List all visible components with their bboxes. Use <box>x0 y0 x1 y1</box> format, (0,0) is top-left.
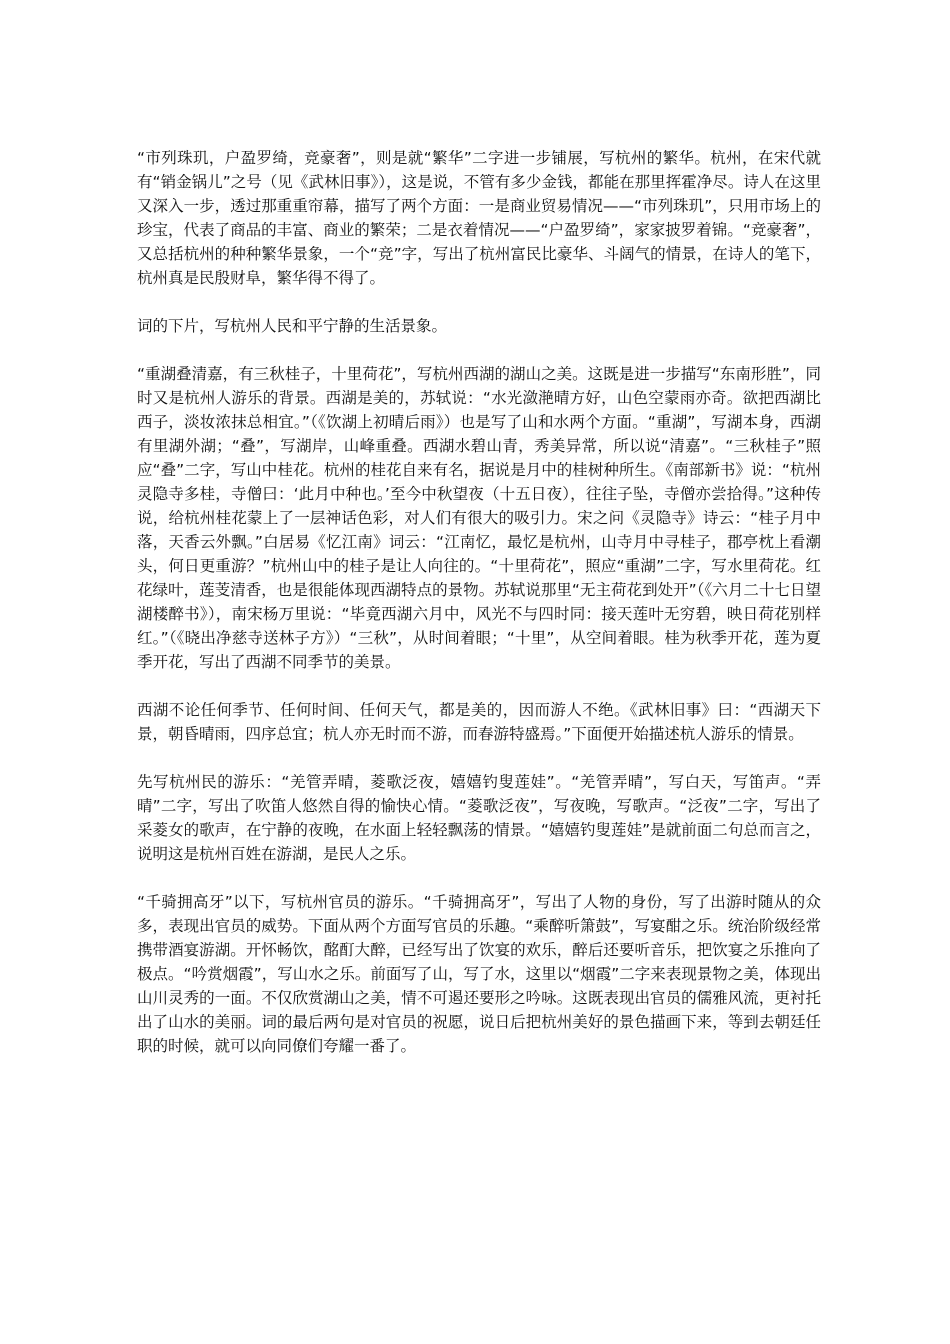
paragraph-3: “重湖叠清嘉，有三秋桂子，十里荷花”，写杭州西湖的湖山之美。这既是进一步描写“东南形胜”，同时又是杭州人游乐的背景。西湖是美的，苏轼说：“水光潋滟晴方好，山色空蒙雨亦奇。欲把西湖比西子，淡妆浓抹总相宜。”（《饮湖上初晴后雨》）也是写了山和水两个方面。“重湖”，写湖本身，西湖有里湖外湖；“叠”，写湖岸，山峰重叠。西湖水碧山青，秀美异常，所以说“清嘉”。“三秋桂子”照应“叠”二字，写山中桂花。杭州的桂花自来有名，据说是月中的桂树种所生。《南部新书》说：“杭州灵隐寺多桂，寺僧曰：‘此月中种也。’至今中秋望夜（十五日夜），往往子坠，寺僧亦尝拾得。”这种传说，给杭州桂花蒙上了一层神话色彩，对人们有很大的吸引力。宋之问《灵隐寺》诗云：“桂子月中落，天香云外飘。”白居易《忆江南》词云：“江南忆，最忆是杭州，山寺月中寻桂子，郡亭枕上看潮头，何日更重游？”杭州山中的桂子是让人向往的。“十里荷花”，照应“重湖”二字，写水里荷花。红花绿叶，莲芰清香，也是很能体现西湖特点的景物。苏轼说那里“无主荷花到处开”（《六月二十七日望湖楼醉书》），南宋杨万里说：“毕竟西湖六月中，风光不与四时同：接天莲叶无穷碧，映日荷花别样红。”（《晓出净慈寺送林子方》）“三秋”，从时间着眼；“十里”，从空间着眼。桂为秋季开花，莲为夏季开花，写出了西湖不同季节的美景。 <box>137 365 821 671</box>
document-body <box>137 146 821 1082</box>
paragraph-6: “千骑拥高牙”以下，写杭州官员的游乐。“千骑拥高牙”，写出了人物的身份，写了出游时随从的众多，表现出官员的威势。下面从两个方面写官员的乐趣。“乘醉听箫鼓”，写宴酣之乐。统治阶级经常携带酒宴游湖。开怀畅饮，酩酊大醉，已经写出了饮宴的欢乐，醉后还要听音乐，把饮宴之乐推向了极点。“吟赏烟霞”，写山水之乐。前面写了山，写了水，这里以“烟霞”二字来表现景物之美，体现出山川灵秀的一面。不仅欣赏湖山之美，情不可遏还要形之吟咏。这既表现出官员的儒雅风流，更衬托出了山水的美丽。词的最后两句是对官员的祝愿，说日后把杭州美好的景色描画下来，等到去朝廷任职的时候，就可以向同僚们夸耀一番了。 <box>137 893 821 1055</box>
paragraph-5: 先写杭州民的游乐：“羌管弄晴，菱歌泛夜，嬉嬉钓叟莲娃”。“羌管弄晴”，写白天，写笛声。“弄晴”二字，写出了吹笛人悠然自得的愉快心情。“菱歌泛夜”，写夜晚，写歌声。“泛夜”二字，写出了采菱女的歌声，在宁静的夜晚，在水面上轻轻飘荡的情景。“嬉嬉钓叟莲娃”是就前面二句总而言之，说明这是杭州百姓在游湖，是民人之乐。 <box>137 773 821 863</box>
paragraph-2: 词的下片，写杭州人民和平宁静的生活景象。 <box>137 317 448 335</box>
paragraph-4: 西湖不论任何季节、任何时间、任何天气，都是美的，因而游人不绝。《武林旧事》曰：“西湖天下景，朝昏晴雨，四序总宜；杭人亦无时而不游，而春游特盛焉。”下面便开始描述杭人游乐的情景。 <box>137 701 821 743</box>
paragraph-1: “市列珠玑，户盈罗绮，竞豪奢”，则是就“繁华”二字进一步铺展，写杭州的繁华。杭州，在宋代就有“销金锅儿”之号（见《武林旧事》），这是说，不管有多少金钱，都能在那里挥霍净尽。诗人在这里又深入一步，透过那重重帘幕，描写了两个方面：一是商业贸易情况——“市列珠玑”，只用市场上的珍宝，代表了商品的丰富、商业的繁荣；二是衣着情况——“户盈罗绮”，家家披罗着锦。“竞豪奢”，又总括杭州的种种繁华景象，一个“竞”字，写出了杭州富民比豪华、斗阔气的情景，在诗人的笔下，杭州真是民殷财阜，繁华得不得了。 <box>137 149 821 287</box>
